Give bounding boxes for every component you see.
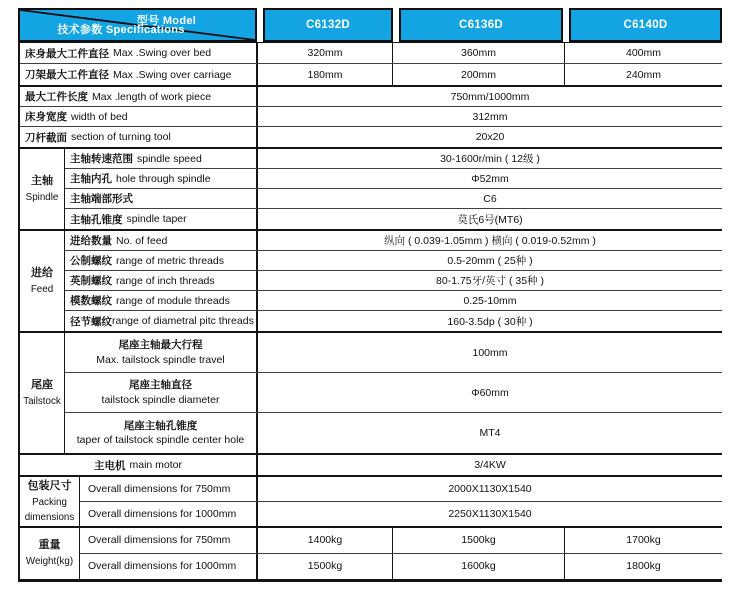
spec-row-metric-threads [65,251,722,271]
spec-label: 床身宽度 width of bed [20,107,258,126]
spec-label: 尾座主轴最大行程 Max. tailstock spindle travel [65,333,258,372]
spec-label: Overall dimensions for 750mm [80,528,258,553]
spec-label: 主轴内孔 hole through spindle [65,169,258,188]
spec-value: 312mm [472,110,508,123]
spec-label: 刀杆截面 section of turning tool [20,127,258,147]
spec-row-swing-over-carriage [20,64,722,85]
header-model-c6136d: C6136D [399,8,563,42]
section-weight [20,526,722,579]
spec-row-width-of-bed [20,107,722,127]
spec-row-weight-750 [80,528,722,554]
spec-value: 20x20 [475,131,505,143]
spec-row-max-length [20,87,722,107]
group-cell-weight: 重量 Weight(kg) [20,528,80,579]
section-packing-dimensions [20,475,722,526]
spec-value: 2000X1130X1540 [448,482,532,495]
spec-value: 0.25-10mm [463,294,517,307]
spec-row-diametral-pitch-threads [65,311,722,331]
spec-value: 240mm [625,68,661,81]
spec-value: 320mm [258,43,393,63]
spec-row-spindle-nose [65,189,722,209]
spec-label: 模数螺纹 range of module threads [65,291,258,310]
spec-row-turning-tool [20,127,722,147]
section-spindle [20,147,722,229]
group-cell-packing: 包装尺寸 Packing dimensions [20,477,80,526]
spec-label: 主电机 main motor [20,455,258,475]
spec-value: 1500kg [393,528,565,553]
group-cell-tailstock: 尾座 Tailstock [20,333,65,453]
spec-label: Overall dimensions for 1000mm [80,554,258,580]
header-model-c6140d: C6140D [569,8,722,42]
spec-row-no-of-feed [65,231,722,251]
spec-value: Φ52mm [471,172,509,185]
spec-value: 30-1600r/min ( 12级 ) [440,153,540,165]
spec-row-spindle-speed [65,149,722,169]
spec-value: MT4 [479,427,501,439]
spec-value: 1600kg [393,554,565,580]
header-corner-cell [18,8,257,42]
spec-label: 最大工件长度 Max .length of work piece [20,87,258,106]
spec-value: 纵向 ( 0.039-1.05mm ) 横向 ( 0.019-0.52mm ) [384,235,596,247]
spec-row-inch-threads [65,271,722,291]
spec-value: 80-1.75牙/英寸 ( 35种 ) [436,275,544,287]
table-body [18,42,722,582]
group-cell-spindle: 主轴 Spindle [20,149,65,229]
section-feed [20,229,722,331]
spec-row-module-threads [65,291,722,311]
spec-label: Overall dimensions for 1000mm [80,502,258,527]
header-specifications-caption: 技术参数 Specifications [57,24,185,36]
spec-label: 主轴端部形式 [65,189,258,208]
spec-row-packing-750 [80,477,722,502]
spec-value: C6 [483,192,497,205]
spec-row-tailstock-taper [65,413,722,453]
spec-value: 2250X1130X1540 [448,507,532,520]
spec-value: 0.5-20mm ( 25种 ) [447,255,533,267]
spec-value: 100mm [472,346,508,359]
spec-label: 主轴转速范围 spindle speed [65,149,258,168]
header-model-caption: 型号 Model [136,15,197,27]
spec-label: 床身最大工件直径 Max .Swing over bed [20,43,258,63]
spec-label: Overall dimensions for 750mm [80,477,258,501]
spec-row-spindle-bore [65,169,722,189]
spec-label: 径节螺纹 range of diametral pitc threads [65,311,258,331]
section-general [20,85,722,147]
section-tailstock [20,331,722,453]
spec-value: 180mm [258,64,393,85]
spec-row-tailstock-diameter [65,373,722,413]
spec-value: 3/4KW [474,459,506,471]
spec-value: Φ60mm [471,386,509,399]
spec-row-tailstock-travel [65,333,722,373]
spec-row-spindle-taper [65,209,722,229]
table-header [18,8,722,42]
spec-value: 1700kg [626,534,661,547]
spec-row-packing-1000 [80,502,722,527]
spec-label: 尾座主轴孔锥度 taper of tailstock spindle center hole [65,413,258,453]
group-cell-feed: 进给 Feed [20,231,65,331]
spec-value: 200mm [393,64,565,85]
section-swing [20,42,722,85]
spec-value: 360mm [393,43,565,63]
spec-value: 750mm/1000mm [450,90,530,103]
spec-value: 莫氏6号(MT6) [457,213,523,226]
header-model-c6132d: C6132D [263,8,393,42]
spec-table [18,8,722,582]
spec-value: 400mm [625,47,661,59]
spec-label: 进给数量 No. of feed [65,231,258,250]
spec-label: 刀架最大工件直径 Max .Swing over carriage [20,64,258,85]
spec-label: 公制螺纹 range of metric threads [65,251,258,270]
spec-value: 1400kg [258,528,393,553]
section-main-motor [20,453,722,475]
spec-label: 英制螺纹 range of inch threads [65,271,258,290]
spec-label: 尾座主轴直径 tailstock spindle diameter [65,373,258,412]
spec-value: 1500kg [258,554,393,580]
spec-row-main-motor [20,455,722,475]
spec-row-swing-over-bed [20,43,722,64]
spec-value: 1800kg [626,560,661,573]
spec-value: 160-3.5dp ( 30种 ) [447,315,533,328]
spec-row-weight-1000 [80,554,722,580]
spec-label: 主轴孔锥度 spindle taper [65,209,258,229]
